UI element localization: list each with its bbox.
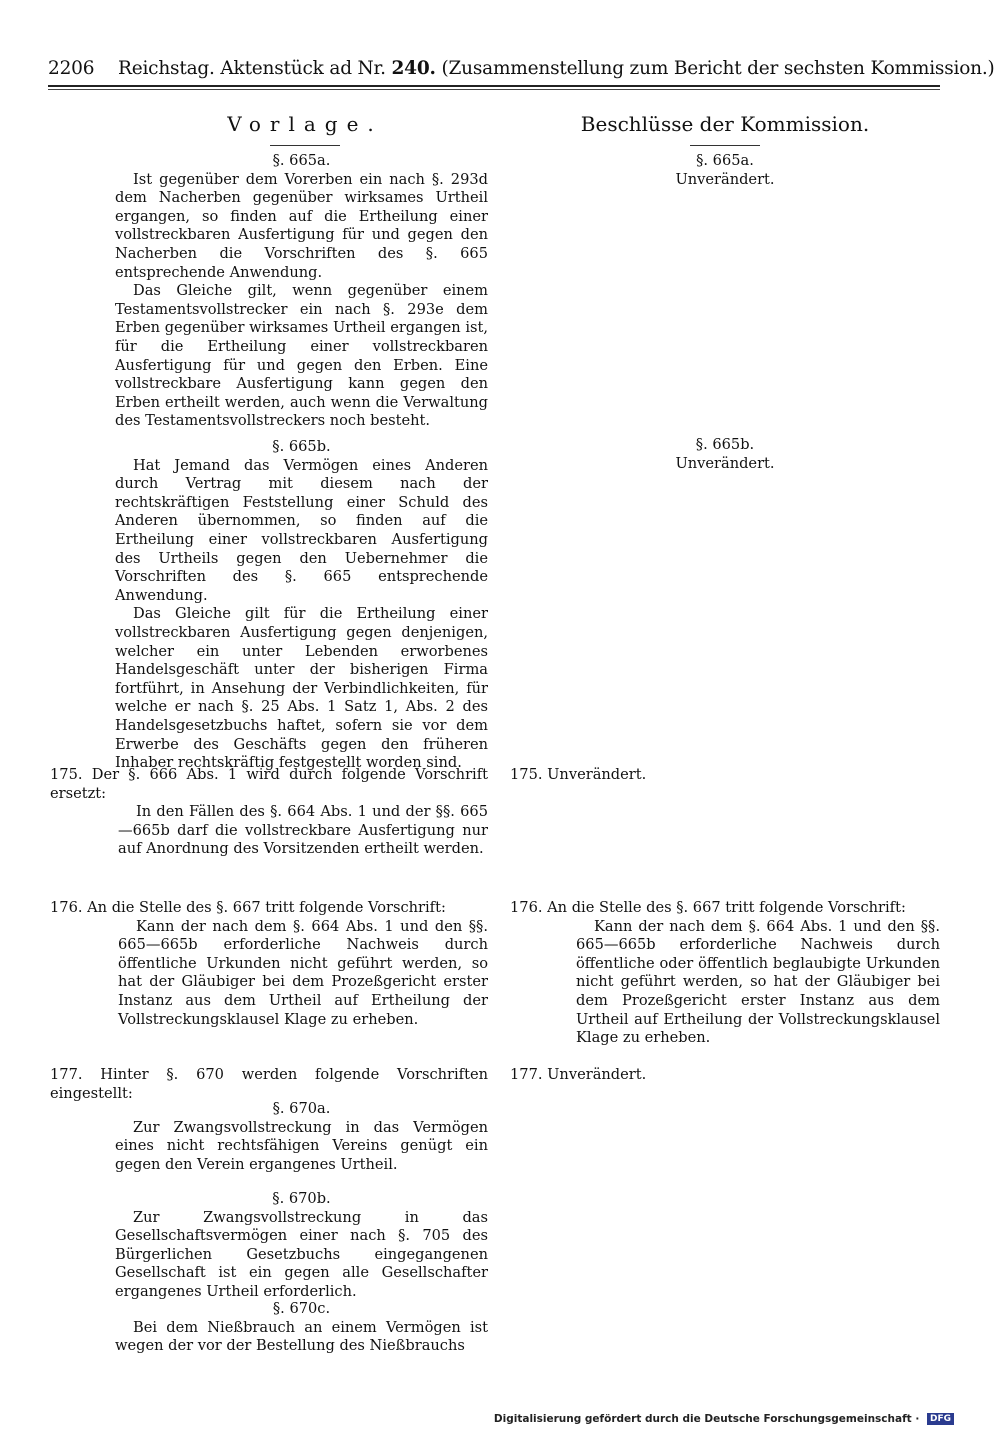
header-rule-thin: [48, 89, 940, 90]
right-item-176: [510, 899, 940, 1048]
decision-text: 175. Unverändert.: [510, 766, 647, 783]
item-body: [576, 918, 940, 1048]
decision-text: Unverändert.: [675, 170, 775, 188]
left-section-670b: [115, 1190, 488, 1302]
footer-text: Digitalisierung gefördert durch die Deutsche Forschungsgemeinschaft ·: [493, 1413, 920, 1425]
item-lead: 176. An die Stelle des §. 667 tritt folgende Vorschrift:: [510, 899, 906, 916]
decision-text: Unverändert.: [675, 454, 775, 472]
paragraph: Kann der nach dem §. 664 Abs. 1 und den §§. 665—665b erforderliche Nachweis durch öffentliche oder öffentlich beglaubigte Urkunden nicht geführt werden, so hat der Gläubiger bei dem Prozeßgericht erster Instanz aus dem Urtheil auf Ertheilung der Vollstreckungsklausel Klage zu erheben.: [576, 917, 940, 1047]
right-title-rule: [690, 145, 760, 146]
section-heading: §. 665a.: [696, 152, 754, 169]
left-item-176: [50, 899, 488, 1029]
left-item-175: [50, 766, 488, 859]
left-section-665b: [115, 438, 488, 773]
document-number: 240.: [391, 58, 436, 79]
paragraph: Kann der nach dem §. 664 Abs. 1 und den §§. 665—665b erforderliche Nachweis durch öffentliche Urkunden nicht geführt werden, so hat der Gläubiger bei dem Prozeßgericht erster Instanz aus dem Urtheil auf Ertheilung der Vollstreckungsklausel Klage zu erheben.: [118, 917, 488, 1028]
item-body: [118, 803, 488, 859]
right-item-177: [510, 1066, 940, 1085]
section-heading: §. 665b.: [272, 438, 331, 455]
right-item-175: [510, 766, 940, 785]
right-section-665a: [540, 152, 910, 189]
paragraph: Das Gleiche gilt, wenn gegenüber einem Testamentsvollstrecker ein nach §. 293e dem Erben gegenüber wirksames Urtheil ergangen ist, für die Ertheilung einer vollstreckbaren Ausfertigung für und gegen den Erben. Eine vollstreckbare Ausfertigung kann gegen den Erben ertheilt werden, auch wenn die Verwaltung des Testamentsvollstreckers noch besteht.: [115, 282, 488, 430]
left-column-title: Vorlage.: [227, 112, 383, 136]
paragraph: Ist gegenüber dem Vorerben ein nach §. 293d dem Nacherben gegenüber wirksames Urtheil ergangen, so finden auf die Ertheilung einer vollstreckbaren Ausfertigung für und gegen den Nacherben die Vorschriften des §. 665 entsprechende Anwendung.: [115, 170, 488, 281]
header-title-prefix: Reichstag. Aktenstück ad Nr.: [117, 58, 386, 79]
page-header: [48, 58, 995, 79]
section-heading: §. 665b.: [695, 436, 755, 453]
section-heading: §. 670b.: [272, 1190, 331, 1207]
paragraph: Das Gleiche gilt für die Ertheilung einer vollstreckbaren Ausfertigung gegen denjenigen, welcher ein unter Lebenden erworbenes Handelsgeschäft unter der bisherigen Firma fortführt, in Ansehung der Verbindlichkeiten, für welche er nach §. 25 Abs. 1 Satz 1, Abs. 2 des Handelsgesetzbuchs haftet, sofern sie vor dem Erwerbe des Geschäfts gegen den früheren Inhaber rechtskräftig festgestellt worden sind.: [115, 605, 488, 772]
paragraph: Zur Zwangsvollstreckung in das Gesellschaftsvermögen einer nach §. 705 des Bürgerlichen Gesetzbuchs eingegangenen Gesellschaft ist ein gegen alle Gesellschafter ergangenes Urtheil erforderlich.: [115, 1208, 488, 1300]
left-section-665a: [115, 152, 488, 431]
section-heading: §. 665a.: [272, 152, 331, 169]
left-section-670a: [115, 1100, 488, 1174]
paragraph: Bei dem Nießbrauch an einem Vermögen ist wegen der vor der Bestellung des Nießbrauchs: [115, 1318, 488, 1355]
left-section-670c: [115, 1300, 488, 1356]
section-heading: §. 670c.: [272, 1300, 331, 1317]
paragraph: In den Fällen des §. 664 Abs. 1 und der §§. 665—665b darf die vollstreckbare Ausfertigung nur auf Anordnung des Vorsitzenden ertheilt werden.: [118, 803, 488, 858]
section-heading: §. 670a.: [272, 1100, 331, 1117]
paragraph: Hat Jemand das Vermögen eines Anderen durch Vertrag mit diesem nach der rechtskräftigen Feststellung einer Schuld des Anderen übernommen, so finden auf die Ertheilung einer vollstreckbaren Ausfertigung des Urtheils gegen den Uebernehmer die Vorschriften des §. 665 entsprechende Anwendung.: [115, 456, 488, 604]
dfg-logo: DFG: [927, 1413, 954, 1425]
header-title-suffix: (Zusammenstellung zum Bericht der sechsten Kommission.): [441, 58, 995, 79]
decision-text: 177. Unverändert.: [510, 1066, 647, 1083]
item-lead: 175. Der §. 666 Abs. 1 wird durch folgende Vorschrift ersetzt:: [50, 766, 488, 802]
item-lead: 176. An die Stelle des §. 667 tritt folgende Vorschrift:: [50, 899, 446, 916]
left-title-rule: [270, 145, 340, 146]
header-rule-thick: [48, 85, 940, 87]
right-section-665b: [540, 436, 910, 473]
right-column-title: Beschlüsse der Kommission.: [580, 112, 870, 136]
paragraph: Zur Zwangsvollstreckung in das Vermögen eines nicht rechtsfähigen Vereins genügt ein gegen den Verein ergangenes Urtheil.: [115, 1118, 488, 1173]
page-footer: [494, 1413, 954, 1425]
item-lead: 177. Hinter §. 670 werden folgende Vorschriften eingestellt:: [50, 1066, 488, 1102]
page-number: 2206: [48, 58, 95, 79]
left-item-177: [50, 1066, 488, 1103]
item-body: [118, 918, 488, 1030]
